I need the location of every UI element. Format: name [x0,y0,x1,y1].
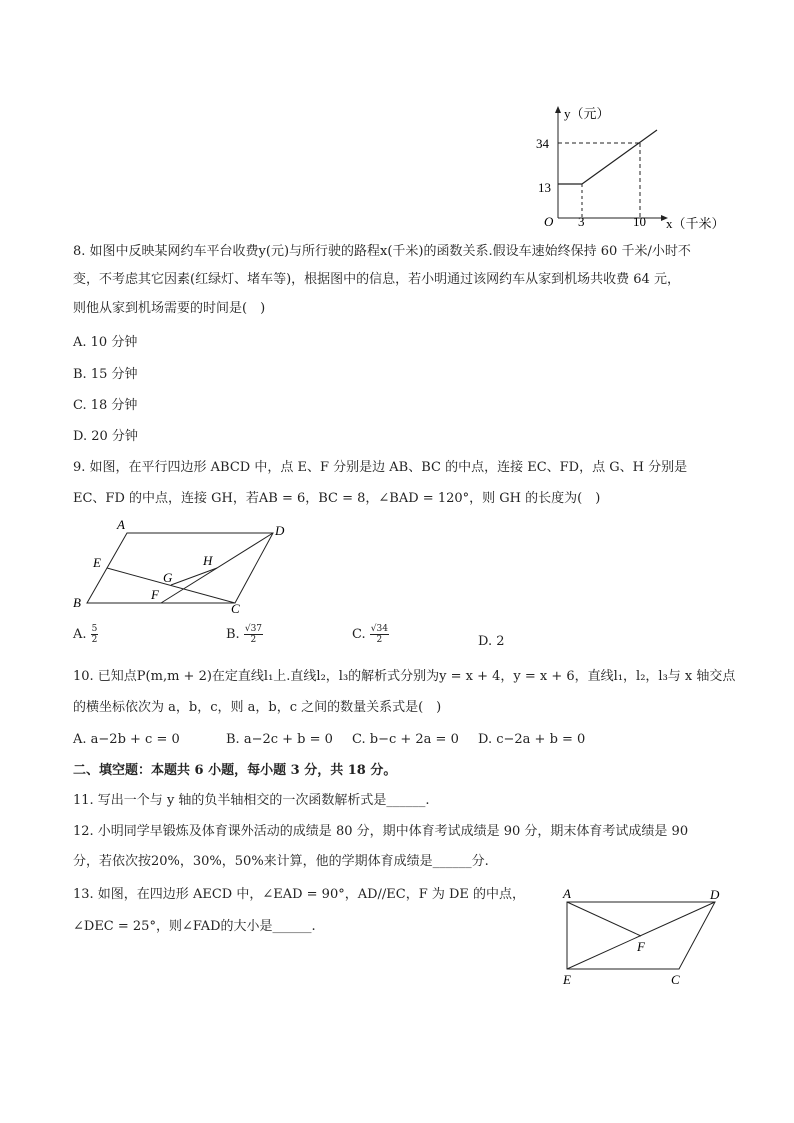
segment-af [567,902,641,936]
q8-option-a[interactable]: A. 10 分钟 [73,335,138,350]
q9-option-a-num: 5 [91,624,98,634]
q9-option-c-prefix: C. [352,627,366,642]
label-e: E [563,972,571,987]
label-e: E [93,555,101,570]
label-c: C [671,972,680,987]
q8-option-c[interactable]: C. 18 分钟 [73,398,138,413]
q9-parallelogram-figure [65,515,295,615]
q8-line-3: 则他从家到机场需要的时间是( ) [73,301,266,316]
q9-option-b-den: 2 [250,635,257,645]
q10-line-1: 10. 已知点P(m,m + 2)在定直线l₁上.直线l₂，l₃的解析式分别为y = x + 4，y = x + 6，直线l₁，l₂，l₃与 x 轴交点 [73,669,736,684]
q9-option-c-den: 2 [376,635,383,645]
q9-option-c-num: √34 [370,624,388,634]
q13-line-2: ∠DEC = 25°，则∠FAD的大小是______. [73,919,316,934]
q9-option-c[interactable] [352,624,389,645]
q9-option-b[interactable] [226,624,263,645]
q9-option-d[interactable] [478,633,505,650]
q9-option-a-prefix: A. [73,627,87,642]
label-d: D [275,523,285,538]
label-a: A [117,517,125,532]
y-tick-34: 34 [536,136,549,151]
label-g: G [163,570,173,585]
label-c: C [231,601,240,615]
q9-line-2: EC、FD 的中点，连接 GH，若AB = 6，BC = 8，∠BAD = 120°，则 GH 的长度为( ) [73,491,601,506]
q12-line-2: 分，若依次按20%，30%，50%来计算，他的学期体育成绩是______分. [73,854,489,869]
q8-option-d[interactable]: D. 20 分钟 [73,429,138,444]
q10-line-2: 的横坐标依次为 a，b，c，则 a，b，c 之间的数量关系式是( ) [73,700,442,715]
q8-option-b[interactable]: B. 15 分钟 [73,367,138,382]
label-f: F [637,939,645,954]
section-2-heading: 二、填空题：本题共 6 小题，每小题 3 分，共 18 分。 [73,763,397,778]
q9-option-b-num: √37 [244,624,263,634]
q10-option-d[interactable]: D. c−2a + b = 0 [478,732,586,747]
parallelogram-abcd [87,533,273,603]
q9-option-a-den: 2 [91,635,98,645]
q8-line-2: 变，不考虑其它因素(红绿灯、堵车等)，根据图中的信息，若小明通过该网约车从家到机场共收费 64 元， [73,272,680,287]
q8-fare-graph [520,100,730,235]
label-b: B [73,595,81,610]
x-tick-3: 3 [578,214,585,229]
label-h: H [203,553,213,568]
fare-function-line [558,130,657,184]
q13-quadrilateral-figure [555,885,730,990]
y-axis-label: y（元） [564,106,610,121]
q10-option-c[interactable]: C. b−c + 2a = 0 [352,732,459,747]
q9-option-d-value: 2 [496,634,505,649]
q9-option-b-prefix: B. [226,627,240,642]
q9-line-1: 9. 如图，在平行四边形 ABCD 中，点 E、F 分别是边 AB、BC 的中点，连接 EC、FD，点 G、H 分别是 [73,460,688,475]
origin-label: O [544,214,554,229]
y-axis-arrow [555,106,561,113]
q10-option-a[interactable]: A. a−2b + c = 0 [73,732,180,747]
q13-line-1: 13. 如图，在四边形 AECD 中，∠EAD = 90°，AD//EC，F 为 DE 的中点， [73,887,526,902]
x-tick-10: 10 [633,214,646,229]
q11-text: 11. 写出一个与 y 轴的负半轴相交的一次函数解析式是______. [73,793,430,808]
x-axis-label: x（千米） [666,216,725,231]
label-f: F [151,587,159,602]
q12-line-1: 12. 小明同学早锻炼及体育课外活动的成绩是 80 分，期中体育考试成绩是 90 分，期末体育考试成绩是 90 [73,824,689,839]
q9-option-d-prefix: D. [478,634,493,649]
label-a: A [563,886,571,901]
q10-option-b[interactable]: B. a−2c + b = 0 [226,732,333,747]
q9-option-a[interactable] [73,624,98,645]
q8-line-1: 8. 如图中反映某网约车平台收费y(元)与所行驶的路程x(千米)的函数关系.假设车速始终保持 60 千米/小时不 [73,244,691,259]
label-d: D [710,887,720,902]
y-tick-13: 13 [538,180,551,195]
